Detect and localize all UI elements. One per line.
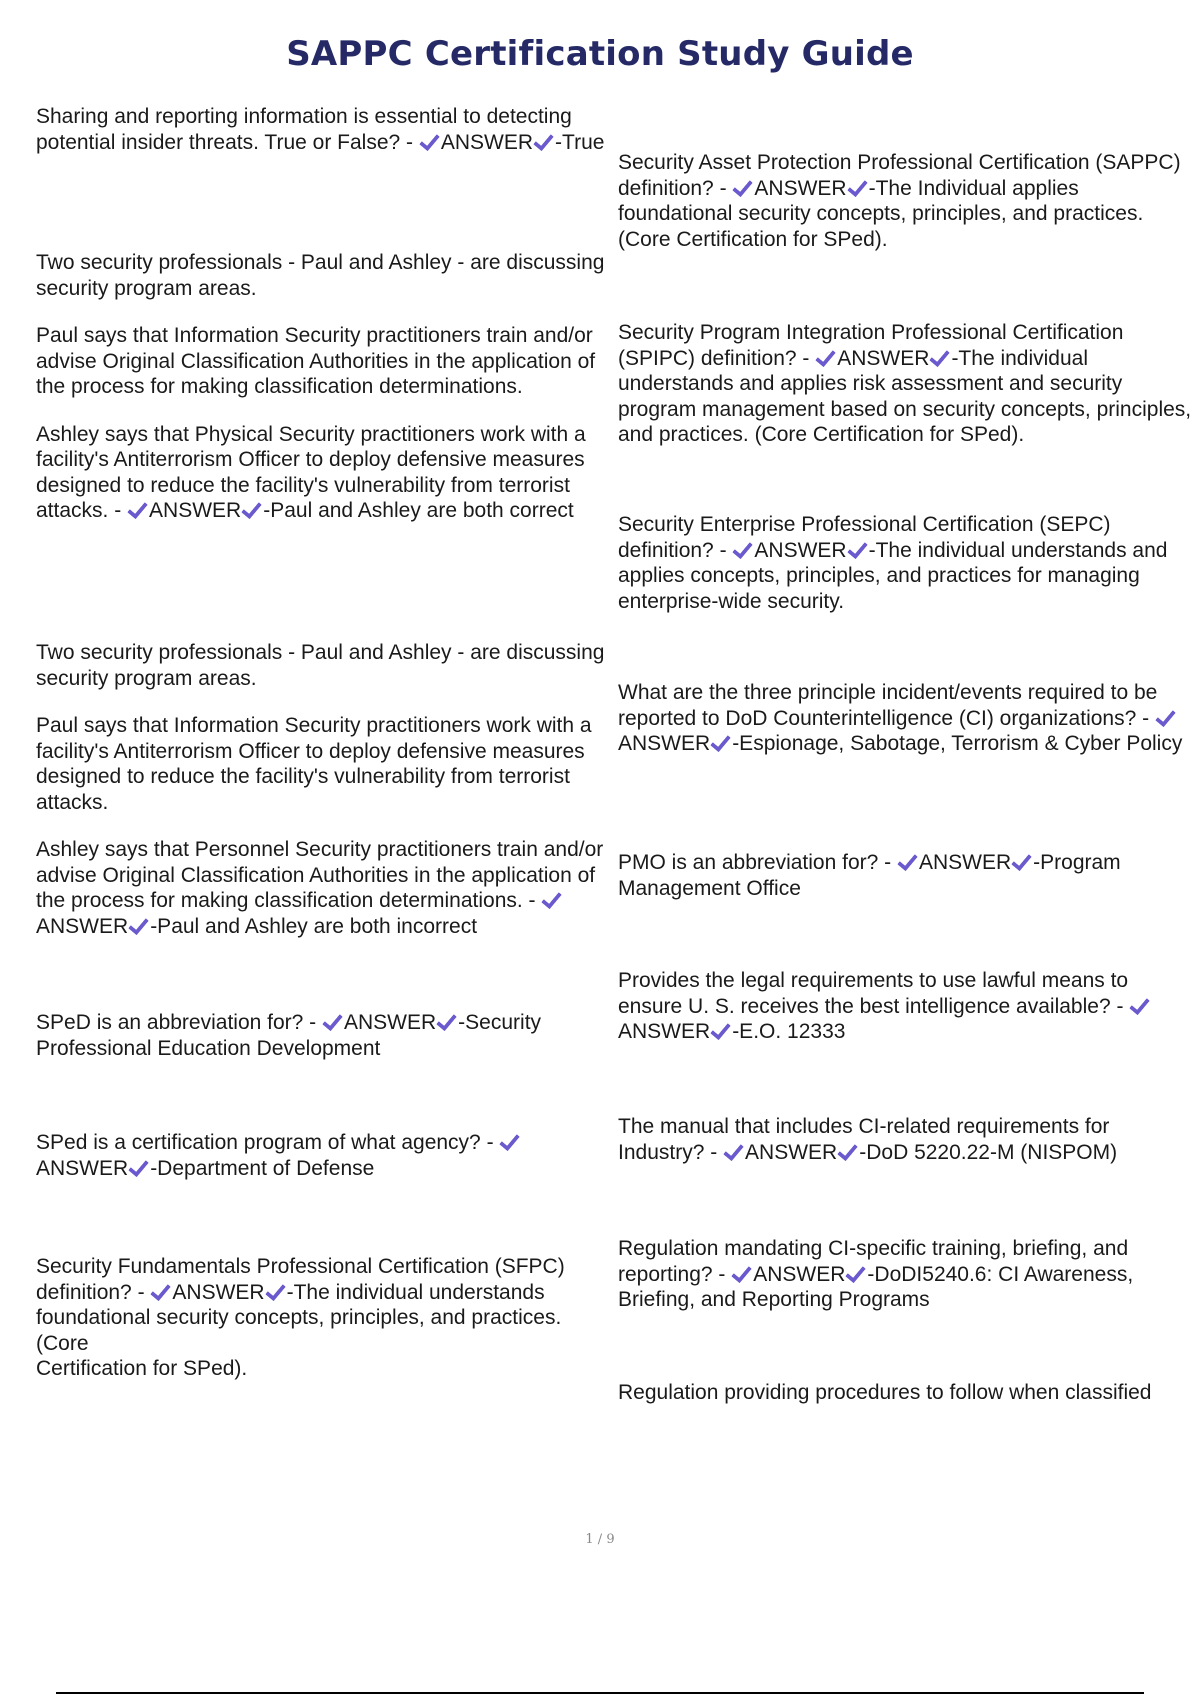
- answer-text: -Program Management Office: [618, 851, 1121, 900]
- checkmark-icon: [322, 1013, 344, 1031]
- checkmark-icon: [533, 133, 555, 151]
- qa-paragraph: [618, 850, 1198, 901]
- checkmark-icon: [541, 891, 563, 909]
- qa-paragraph: [36, 1010, 606, 1061]
- question-text: Two security professionals - Paul and Ashley - are discussing security program areas.: [36, 251, 605, 300]
- question-text: What are the three principle incident/events required to be reported to DoD Counterintelligence (CI) organizations? -: [618, 681, 1158, 730]
- answer-label: ANSWER: [149, 499, 242, 522]
- answer-label: ANSWER: [440, 130, 534, 154]
- qa-paragraph: [36, 1130, 606, 1181]
- qa-paragraph: [36, 1254, 606, 1382]
- qa-item: [618, 320, 1198, 448]
- question-text: Regulation mandating CI-specific training, briefing, and reporting? -: [618, 1237, 1129, 1286]
- qa-paragraph: [36, 104, 606, 155]
- question-text: Regulation providing procedures to follow when classified: [618, 1381, 1152, 1404]
- answer-text: -Security Professional Education Development: [36, 1011, 542, 1060]
- qa-item: [618, 1380, 1198, 1406]
- question-text: Paul says that Information Security practitioners work with a facility's Antiterrorism Officer to deploy defensive measures designed to reduce the facility's vulnerability from terrorist attacks.: [36, 714, 592, 814]
- question-text: SPed is a certification program of what agency? -: [36, 1131, 500, 1154]
- qa-item: [618, 150, 1198, 252]
- qa-paragraph: [36, 323, 606, 400]
- document-title: SAPPC Certification Study Guide: [286, 34, 914, 74]
- checkmark-icon: [1011, 853, 1033, 871]
- answer-text: -Paul and Ashley are both correct: [263, 499, 574, 522]
- answer-text: -The Individual applies foundational security concepts, principles, and practices. (Core Certification for SPed).: [618, 176, 1144, 251]
- checkmark-icon: [127, 501, 149, 519]
- qa-item: [36, 1254, 606, 1382]
- checkmark-icon: [1129, 997, 1151, 1015]
- question-text: Ashley says that Personnel Security practitioners train and/or advise Original Classification Authorities in the application of the process for making classification determinations. -: [36, 838, 604, 912]
- answer-label: ANSWER: [754, 538, 847, 562]
- answer-label: ANSWER: [754, 176, 847, 200]
- qa-item: [618, 680, 1198, 757]
- checkmark-icon: [499, 1133, 521, 1151]
- answer-text: -E.O. 12333: [732, 1020, 846, 1043]
- question-text: Provides the legal requirements to use lawful means to ensure U. S. receives the best intelligence available? -: [618, 969, 1130, 1018]
- question-text: PMO is an abbreviation for? -: [618, 851, 897, 874]
- question-text: Two security professionals - Paul and Ashley - are discussing security program areas.: [36, 641, 605, 690]
- qa-item: [618, 512, 1198, 614]
- checkmark-icon: [1155, 709, 1177, 727]
- question-text: Security Enterprise Professional Certification (SEPC) definition? -: [618, 513, 1111, 562]
- qa-paragraph: [618, 320, 1198, 448]
- question-text: The manual that includes CI-related requirements for Industry? -: [618, 1115, 1110, 1164]
- checkmark-icon: [845, 1265, 867, 1283]
- checkmark-icon: [847, 541, 869, 559]
- answer-text: -True: [555, 130, 605, 154]
- checkmark-icon: [723, 1143, 745, 1161]
- answer-text: -Paul and Ashley are both incorrect: [150, 914, 478, 938]
- qa-item: [618, 1236, 1198, 1313]
- qa-paragraph: [618, 1114, 1198, 1165]
- answer-label: ANSWER: [918, 851, 1012, 874]
- answer-label: ANSWER: [745, 1140, 838, 1164]
- checkmark-icon: [815, 349, 837, 367]
- checkmark-icon: [847, 179, 869, 197]
- checkmark-icon: [710, 1022, 732, 1040]
- question-text: Security Fundamentals Professional Certification (SFPC) definition? -: [36, 1255, 565, 1304]
- answer-text: -The individual understands and applies concepts, principles, and practices for managing enterprise-wide security.: [618, 538, 1168, 613]
- qa-item: [36, 250, 606, 524]
- qa-paragraph: [36, 422, 606, 524]
- answer-label: ANSWER: [618, 1020, 711, 1043]
- qa-item: [618, 968, 1198, 1045]
- checkmark-icon: [419, 133, 441, 151]
- qa-item: [618, 1114, 1198, 1165]
- checkmark-icon: [128, 1159, 150, 1177]
- qa-paragraph: [36, 640, 606, 691]
- checkmark-icon: [436, 1013, 458, 1031]
- checkmark-icon: [732, 179, 754, 197]
- answer-text: -Espionage, Sabotage, Terrorism & Cyber Policy: [732, 732, 1183, 755]
- checkmark-icon: [929, 349, 951, 367]
- answer-text: -Department of Defense: [150, 1156, 375, 1180]
- checkmark-icon: [732, 541, 754, 559]
- page-indicator: 1 / 9: [585, 1532, 615, 1547]
- answer-label: ANSWER: [837, 346, 930, 370]
- checkmark-icon: [837, 1143, 859, 1161]
- qa-paragraph: [618, 1236, 1198, 1313]
- question-text: Ashley says that Physical Security practitioners work with a facility's Antiterrorism Officer to deploy defensive measures designed to reduce the facility's vulnerability from terrorist attacks. -: [36, 422, 586, 522]
- answer-text: -The individual understands foundational security concepts, principles, and practices. (Core Certification for SPed).: [36, 1280, 562, 1380]
- qa-item: [618, 850, 1198, 901]
- qa-item: [36, 640, 606, 939]
- answer-label: ANSWER: [36, 1156, 129, 1180]
- qa-item: [36, 104, 606, 155]
- question-text: SPeD is an abbreviation for? -: [36, 1011, 322, 1034]
- checkmark-icon: [897, 853, 919, 871]
- checkmark-icon: [710, 734, 732, 752]
- checkmark-icon: [265, 1283, 287, 1301]
- checkmark-icon: [731, 1265, 753, 1283]
- answer-label: ANSWER: [36, 914, 129, 938]
- answer-text: -The individual understands and applies risk assessment and security program management based on security concepts, principles, and practices. (Core Certification for SPed).: [618, 346, 1192, 446]
- question-text: Paul says that Information Security practitioners train and/or advise Original Classification Authorities in the application of the process for making classification determinations.: [36, 324, 596, 398]
- checkmark-icon: [150, 1283, 172, 1301]
- answer-label: ANSWER: [172, 1280, 265, 1304]
- qa-paragraph: [618, 512, 1198, 614]
- checkmark-icon: [128, 917, 150, 935]
- qa-paragraph: [618, 968, 1198, 1045]
- question-text: Security Asset Protection Professional Certification (SAPPC) definition? -: [618, 151, 1181, 200]
- answer-text: -DoD 5220.22-M (NISPOM): [859, 1140, 1118, 1164]
- qa-paragraph: [36, 837, 606, 939]
- answer-label: ANSWER: [753, 1262, 846, 1286]
- question-text: Security Program Integration Professional Certification (SPIPC) definition? -: [618, 321, 1124, 370]
- qa-paragraph: [618, 1380, 1198, 1406]
- qa-item: [36, 1010, 606, 1061]
- qa-paragraph: [36, 250, 606, 301]
- answer-label: ANSWER: [618, 732, 711, 755]
- qa-paragraph: [618, 680, 1198, 757]
- footer-rule: [56, 1692, 1144, 1694]
- qa-paragraph: [36, 713, 606, 815]
- answer-text: -DoDI5240.6: CI Awareness, Briefing, and Reporting Programs: [618, 1262, 1134, 1311]
- checkmark-icon: [241, 501, 263, 519]
- qa-paragraph: [618, 150, 1198, 252]
- question-text: Sharing and reporting information is essential to detecting potential insider threats. True or False? -: [36, 105, 572, 154]
- qa-item: [36, 1130, 606, 1181]
- answer-label: ANSWER: [343, 1011, 437, 1034]
